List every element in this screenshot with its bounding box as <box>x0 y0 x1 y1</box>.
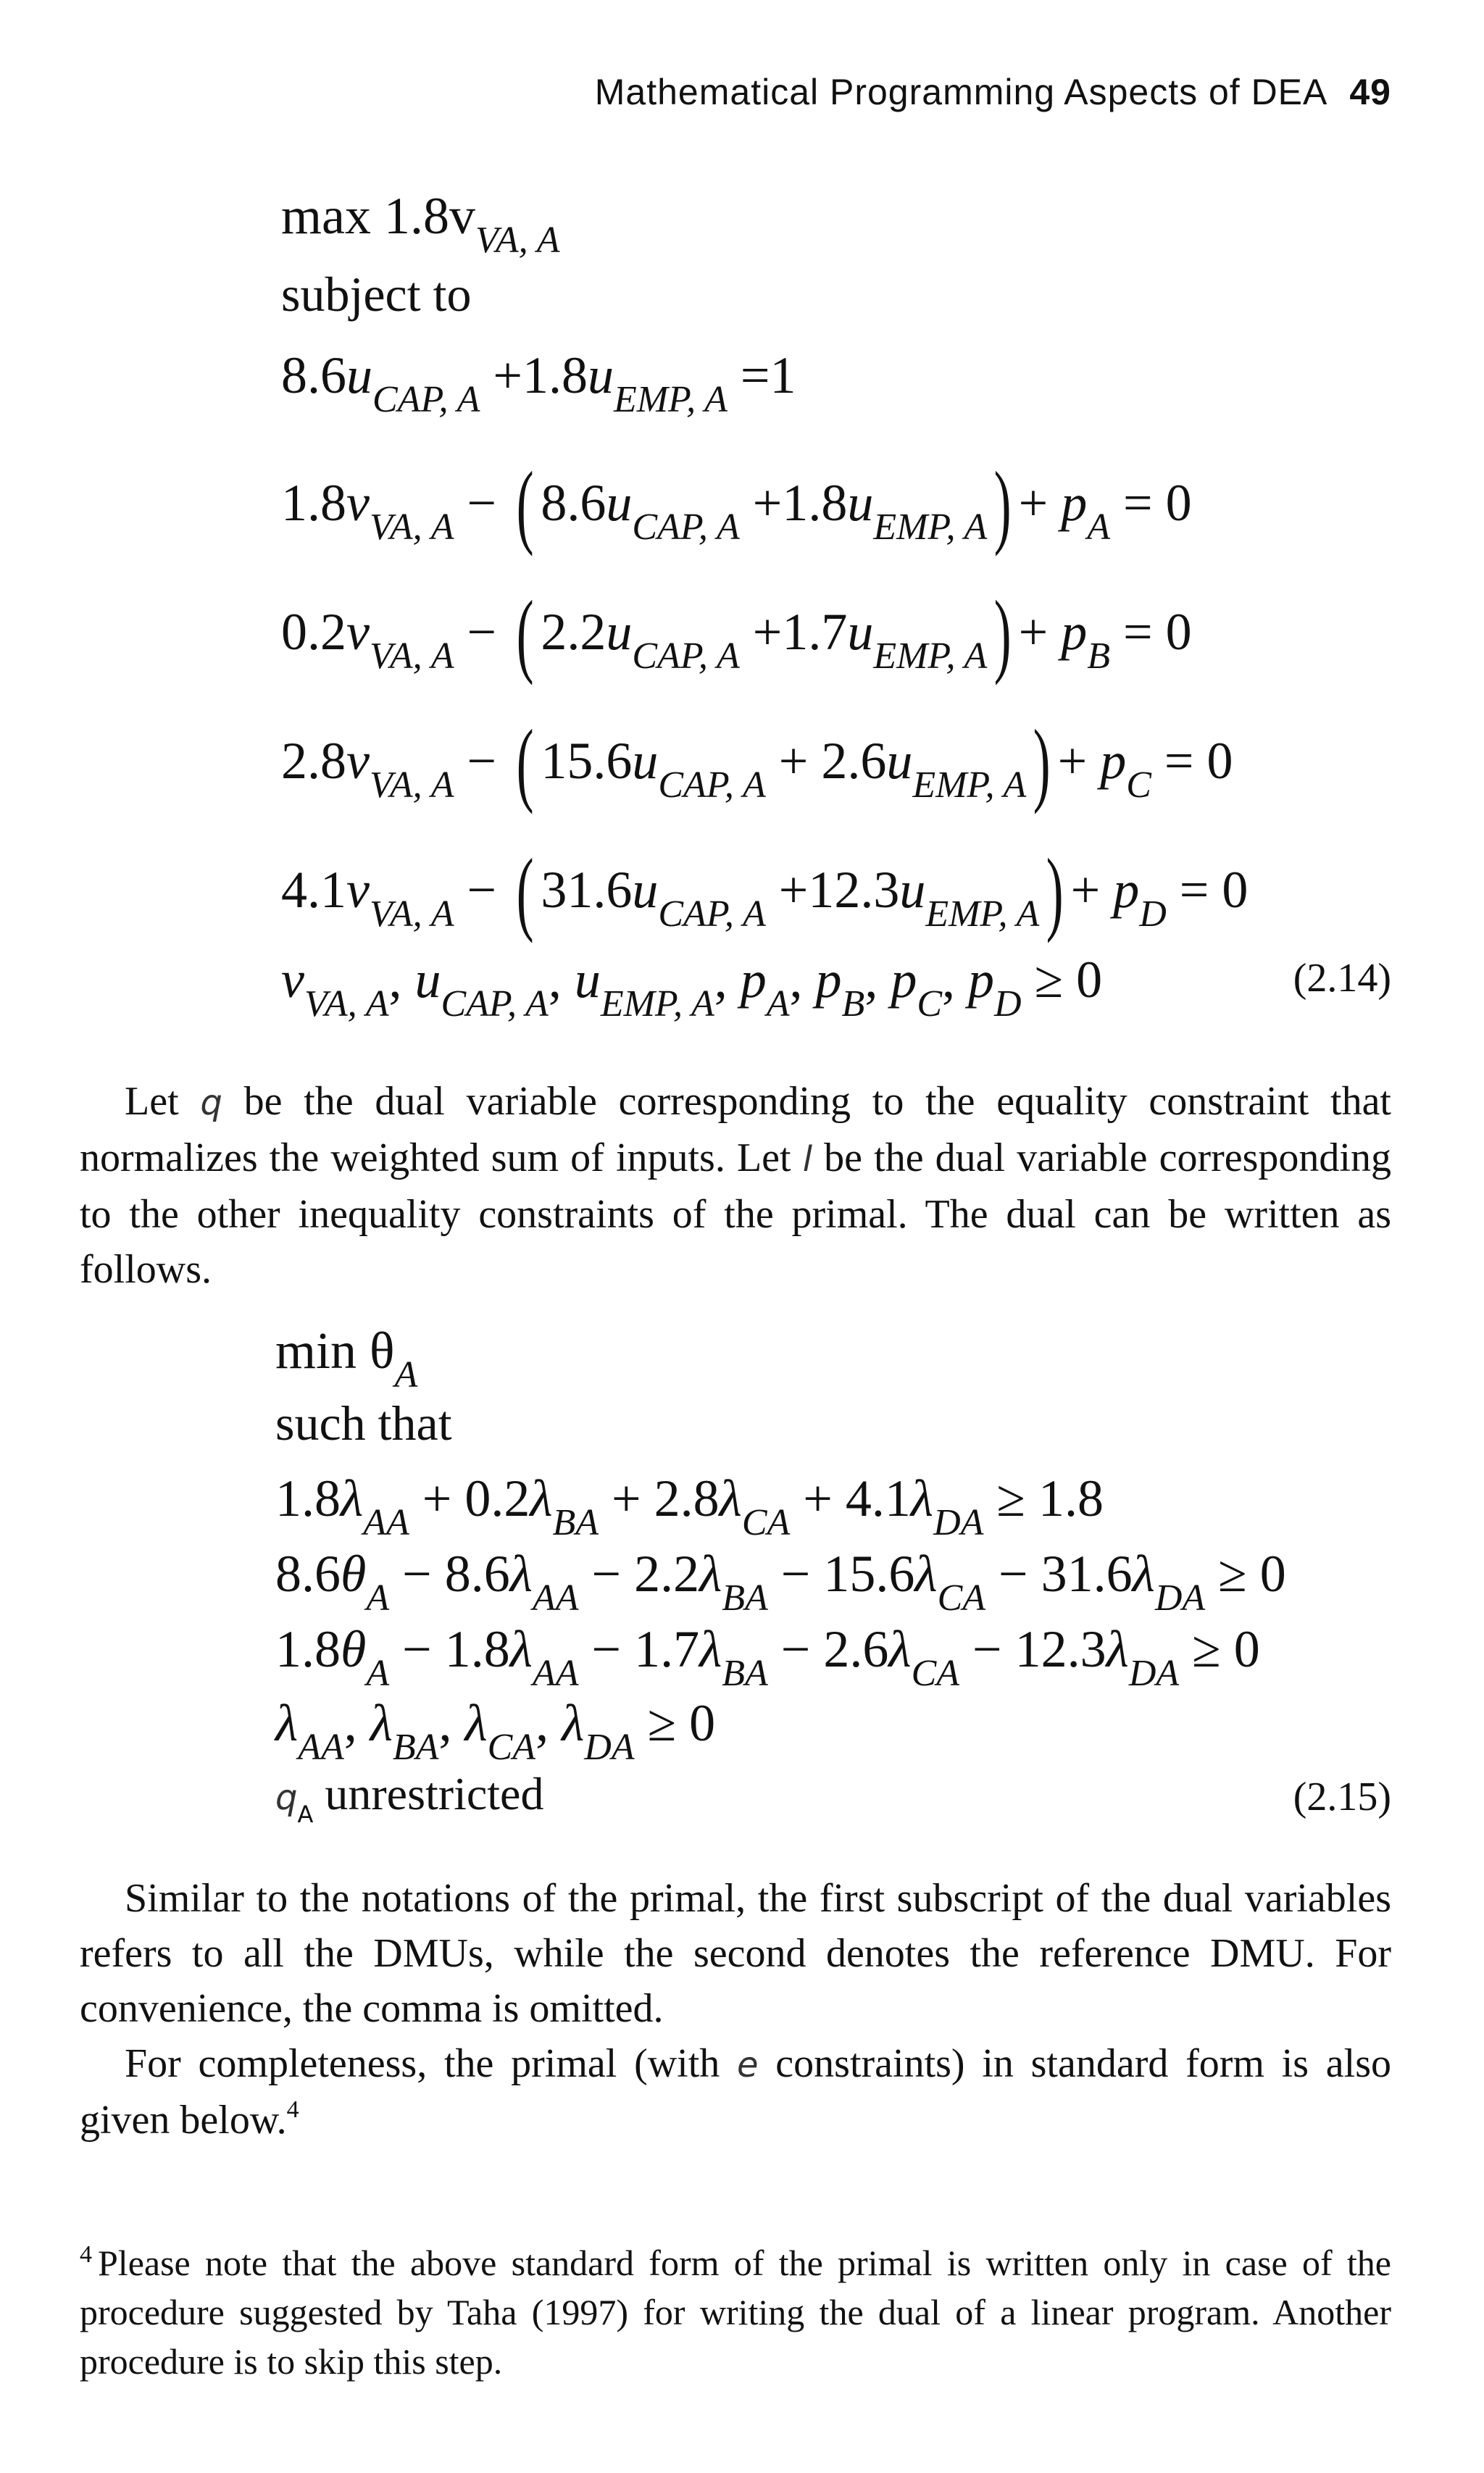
epsilon-symbol: e <box>737 2045 759 2085</box>
equation-number-2-14: (2.14) <box>1293 956 1391 1001</box>
primal-constraint-2: $1.8v_{VA, A}$ − ( $8.6u_{CAP, A} +1.8u_{EMP, A}) + p_A = 0$ <box>281 453 1192 557</box>
dual-nonnegativity: $\lambda_{AA}$, $\lambda_{BA}$, $\lambda_{CA}$, $\lambda_{DA} \ge 0$ <box>275 1694 716 1768</box>
running-head <box>595 71 1391 113</box>
footnote <box>80 2230 1391 2386</box>
dual-objective: $\min \theta_A$ <box>275 1322 418 1396</box>
footnote-text: Please note that the above standard form of the primal is written only in case of the procedure suggested by Taha (1997) for writing the dual of a linear program. Another procedure is to skip this step. <box>80 2243 1391 2382</box>
dual-variable-lambda-symbol: l <box>802 1139 813 1180</box>
footnote-reference: 4 <box>286 2096 299 2123</box>
dual-variable-q-symbol: q <box>200 1083 222 1123</box>
paragraph-dual-variables: Let q be the dual variable corresponding to the equality constraint that normalizes the weighted sum of inputs. Let l be the dual variable corresponding to the other inequality constraints of the primal. The dual can be written as follows. <box>80 1079 1391 1292</box>
dual-constraint-1: $1.8\lambda_{AA} + 0.2\lambda_{BA} + 2.8\lambda_{CA} + 4.1\lambda_{DA} \ge 1.8$ <box>275 1469 1104 1543</box>
running-head-title: Mathematical Programming Aspects of DEA <box>594 72 1328 112</box>
primal-subject-to: subject to <box>281 267 472 322</box>
paragraph-completeness: For completeness, the primal (with e constraints) in standard form is also given below.$^4$ <box>80 2041 1392 2143</box>
page-number: 49 <box>1349 72 1391 112</box>
primal-objective: $\max 1.8v_{VA, A}$ <box>281 187 560 261</box>
primal-nonnegativity: $v_{VA, A}$, $u_{CAP, A}$, $u_{EMP, A}$, $p_A$, $p_B$, $p_C$, $p_D \ge 0$ <box>281 951 1103 1025</box>
dual-constraint-3: $1.8\theta_A - 1.8\lambda_{AA} - 1.7\lambda_{BA} - 2.6\lambda_{CA} - 12.3\lambda_{DA} \ge 0$ <box>275 1620 1260 1694</box>
equation-number-2-15: (2.15) <box>1293 1775 1391 1819</box>
dual-unrestricted: $q_A$ unrestricted <box>275 1768 544 1828</box>
dual-such-that: such that <box>275 1396 452 1451</box>
primal-constraint-3: $0.2v_{VA, A}$ − ( $2.2u_{CAP, A} +1.7u_{EMP, A}) + p_B = 0$ <box>281 582 1192 686</box>
dual-constraint-2: $8.6\theta_A - 8.6\lambda_{AA} - 2.2\lambda_{BA} - 15.6\lambda_{CA} - 31.6\lambda_{DA} \ge 0$ <box>275 1545 1286 1619</box>
primal-constraint-4: $2.8v_{VA, A}$ − ( $15.6u_{CAP, A} + 2.6u_{EMP, A}) + p_C = 0$ <box>281 711 1233 815</box>
footnote-mark: 4 <box>80 2241 92 2268</box>
primal-constraint-1: $8.6u_{CAP, A} +1.8u_{EMP, A} =1$ <box>281 346 796 420</box>
paragraph-notation: Similar to the notations of the primal, the first subscript of the dual variables refers to all the DMUs, while the second denotes the reference DMU. For convenience, the comma is omitted. For completeness, the primal (with e constraints) in standard form is also given below.$^4$ <box>80 1871 1391 2148</box>
primal-constraint-5: $4.1v_{VA, A}$ − ( $31.6u_{CAP, A} +12.3u_{EMP, A}) + p_D = 0$ <box>281 840 1249 944</box>
